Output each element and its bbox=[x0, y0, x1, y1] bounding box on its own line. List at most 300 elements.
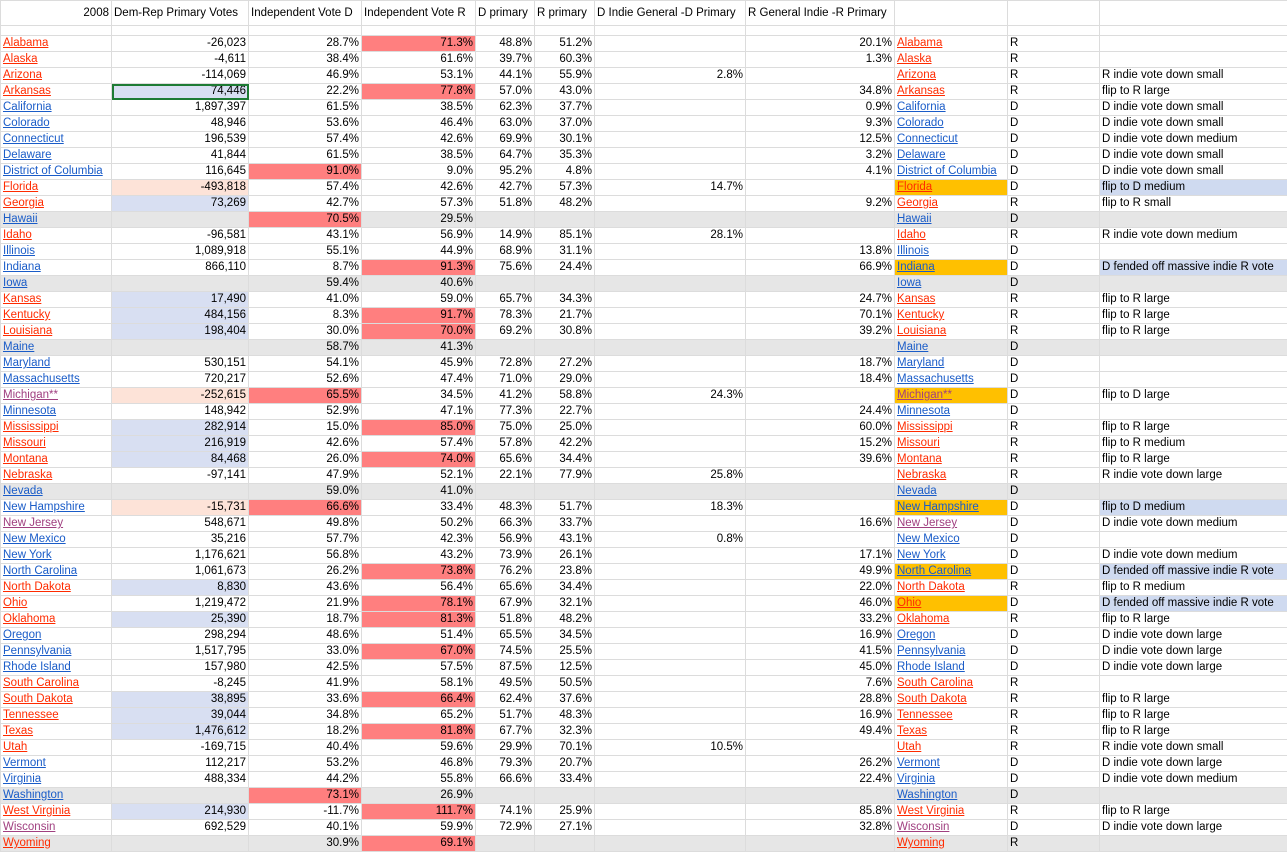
primary-vote-diff-cell[interactable]: 692,529 bbox=[112, 820, 249, 836]
state-name-link[interactable]: Tennessee bbox=[3, 709, 59, 721]
note-cell[interactable]: D indie vote down medium bbox=[1100, 516, 1287, 532]
note-cell[interactable]: flip to R large bbox=[1100, 708, 1287, 724]
state-name-link[interactable]: South Dakota bbox=[3, 693, 73, 705]
state-link[interactable] bbox=[1, 36, 112, 52]
r-primary-cell[interactable]: 60.3% bbox=[535, 52, 595, 68]
r-general-indie-cell[interactable]: 18.7% bbox=[746, 356, 895, 372]
lean-cell[interactable]: D bbox=[1008, 340, 1100, 356]
state-name-link[interactable]: Kansas bbox=[3, 293, 42, 305]
r-primary-cell[interactable]: 33.4% bbox=[535, 772, 595, 788]
d-primary-cell[interactable]: 73.9% bbox=[476, 548, 535, 564]
lean-cell[interactable]: D bbox=[1008, 820, 1100, 836]
indie-r-cell[interactable]: 58.1% bbox=[362, 676, 476, 692]
state-link[interactable] bbox=[1, 148, 112, 164]
indie-d-cell[interactable]: 70.5% bbox=[249, 212, 362, 228]
indie-r-cell[interactable]: 38.5% bbox=[362, 148, 476, 164]
state-link[interactable] bbox=[1, 388, 112, 404]
primary-vote-diff-cell[interactable] bbox=[112, 212, 249, 228]
d-primary-cell[interactable]: 39.7% bbox=[476, 52, 535, 68]
primary-vote-diff-cell[interactable]: -8,245 bbox=[112, 676, 249, 692]
state-link[interactable] bbox=[1, 548, 112, 564]
indie-r-cell[interactable]: 47.1% bbox=[362, 404, 476, 420]
lean-cell[interactable]: R bbox=[1008, 68, 1100, 84]
lean-cell[interactable]: D bbox=[1008, 532, 1100, 548]
state-link[interactable] bbox=[1, 452, 112, 468]
lean-cell[interactable]: D bbox=[1008, 116, 1100, 132]
state-name-link[interactable]: Wisconsin bbox=[3, 821, 56, 833]
r-primary-cell[interactable]: 35.3% bbox=[535, 148, 595, 164]
indie-d-cell[interactable]: 33.6% bbox=[249, 692, 362, 708]
d-primary-cell[interactable]: 65.5% bbox=[476, 628, 535, 644]
state-link-2[interactable] bbox=[895, 388, 1008, 404]
indie-r-cell[interactable]: 59.0% bbox=[362, 292, 476, 308]
note-cell[interactable]: D indie vote down small bbox=[1100, 116, 1287, 132]
r-general-indie-cell[interactable] bbox=[746, 180, 895, 196]
lean-cell[interactable]: R bbox=[1008, 804, 1100, 820]
d-indie-general-cell[interactable] bbox=[595, 644, 746, 660]
d-indie-general-cell[interactable] bbox=[595, 580, 746, 596]
indie-d-cell[interactable]: 57.7% bbox=[249, 532, 362, 548]
primary-vote-diff-cell[interactable]: 148,942 bbox=[112, 404, 249, 420]
indie-d-cell[interactable]: 66.6% bbox=[249, 500, 362, 516]
r-general-indie-cell[interactable] bbox=[746, 68, 895, 84]
cell[interactable] bbox=[362, 26, 476, 36]
state-name-link[interactable]: Montana bbox=[3, 453, 48, 465]
indie-d-cell[interactable]: 57.4% bbox=[249, 180, 362, 196]
note-cell[interactable]: R indie vote down small bbox=[1100, 68, 1287, 84]
state-name-link[interactable]: Arkansas bbox=[897, 85, 945, 97]
indie-r-cell[interactable]: 67.0% bbox=[362, 644, 476, 660]
state-link-2[interactable] bbox=[895, 820, 1008, 836]
d-indie-general-cell[interactable] bbox=[595, 628, 746, 644]
indie-d-cell[interactable]: 8.7% bbox=[249, 260, 362, 276]
d-indie-general-cell[interactable] bbox=[595, 596, 746, 612]
d-primary-cell[interactable]: 69.9% bbox=[476, 132, 535, 148]
r-primary-cell[interactable]: 37.6% bbox=[535, 692, 595, 708]
primary-vote-diff-cell[interactable]: 214,930 bbox=[112, 804, 249, 820]
indie-d-cell[interactable]: 30.9% bbox=[249, 836, 362, 852]
indie-d-cell[interactable]: 21.9% bbox=[249, 596, 362, 612]
note-cell[interactable] bbox=[1100, 788, 1287, 804]
primary-vote-diff-cell[interactable]: 1,061,673 bbox=[112, 564, 249, 580]
r-primary-cell[interactable] bbox=[535, 340, 595, 356]
d-indie-general-cell[interactable]: 14.7% bbox=[595, 180, 746, 196]
lean-cell[interactable]: R bbox=[1008, 84, 1100, 100]
primary-vote-diff-cell[interactable]: 48,946 bbox=[112, 116, 249, 132]
d-primary-cell[interactable]: 66.6% bbox=[476, 772, 535, 788]
lean-cell[interactable]: R bbox=[1008, 452, 1100, 468]
state-link-2[interactable] bbox=[895, 356, 1008, 372]
state-name-link[interactable]: Alaska bbox=[3, 53, 38, 65]
indie-r-cell[interactable]: 46.8% bbox=[362, 756, 476, 772]
indie-d-cell[interactable]: 42.6% bbox=[249, 436, 362, 452]
r-primary-cell[interactable]: 57.3% bbox=[535, 180, 595, 196]
state-link[interactable] bbox=[1, 468, 112, 484]
state-name-link[interactable]: Maine bbox=[3, 341, 35, 353]
state-name-link[interactable]: Georgia bbox=[897, 197, 938, 209]
indie-r-cell[interactable]: 77.8% bbox=[362, 84, 476, 100]
lean-cell[interactable]: R bbox=[1008, 580, 1100, 596]
indie-d-cell[interactable]: 61.5% bbox=[249, 100, 362, 116]
lean-cell[interactable]: D bbox=[1008, 788, 1100, 804]
state-name-link[interactable]: Nevada bbox=[897, 485, 937, 497]
d-indie-general-cell[interactable] bbox=[595, 292, 746, 308]
state-link-2[interactable] bbox=[895, 340, 1008, 356]
cell[interactable] bbox=[746, 26, 895, 36]
state-link[interactable] bbox=[1, 644, 112, 660]
lean-cell[interactable]: D bbox=[1008, 276, 1100, 292]
d-indie-general-cell[interactable] bbox=[595, 404, 746, 420]
lean-cell[interactable]: R bbox=[1008, 740, 1100, 756]
indie-d-cell[interactable]: 59.4% bbox=[249, 276, 362, 292]
state-name-link[interactable]: South Carolina bbox=[897, 677, 974, 689]
state-link[interactable] bbox=[1, 340, 112, 356]
note-cell[interactable]: D indie vote down medium bbox=[1100, 548, 1287, 564]
lean-cell[interactable]: D bbox=[1008, 644, 1100, 660]
primary-vote-diff-cell[interactable]: 720,217 bbox=[112, 372, 249, 388]
indie-r-cell[interactable]: 38.5% bbox=[362, 100, 476, 116]
state-name-link[interactable]: Kentucky bbox=[897, 309, 945, 321]
d-primary-cell[interactable] bbox=[476, 836, 535, 852]
indie-d-cell[interactable]: 22.2% bbox=[249, 84, 362, 100]
state-name-link[interactable]: Rhode Island bbox=[897, 661, 965, 673]
state-link-2[interactable] bbox=[895, 740, 1008, 756]
state-name-link[interactable]: Hawaii bbox=[897, 213, 932, 225]
r-primary-cell[interactable]: 33.7% bbox=[535, 516, 595, 532]
primary-vote-diff-cell[interactable]: 41,844 bbox=[112, 148, 249, 164]
d-indie-general-cell[interactable] bbox=[595, 148, 746, 164]
indie-r-cell[interactable]: 46.4% bbox=[362, 116, 476, 132]
note-cell[interactable] bbox=[1100, 676, 1287, 692]
state-name-link[interactable]: New Mexico bbox=[3, 533, 66, 545]
d-indie-general-cell[interactable] bbox=[595, 836, 746, 852]
d-indie-general-cell[interactable] bbox=[595, 212, 746, 228]
r-general-indie-cell[interactable] bbox=[746, 500, 895, 516]
note-cell[interactable]: flip to D medium bbox=[1100, 180, 1287, 196]
d-indie-general-cell[interactable] bbox=[595, 660, 746, 676]
d-primary-cell[interactable]: 66.3% bbox=[476, 516, 535, 532]
lean-cell[interactable]: D bbox=[1008, 596, 1100, 612]
d-indie-general-cell[interactable] bbox=[595, 132, 746, 148]
state-link[interactable] bbox=[1, 276, 112, 292]
d-indie-general-cell[interactable] bbox=[595, 420, 746, 436]
r-primary-cell[interactable]: 27.2% bbox=[535, 356, 595, 372]
d-primary-cell[interactable]: 76.2% bbox=[476, 564, 535, 580]
r-primary-cell[interactable]: 51.2% bbox=[535, 36, 595, 52]
state-name-link[interactable]: Utah bbox=[3, 741, 28, 753]
state-link-2[interactable] bbox=[895, 516, 1008, 532]
primary-vote-diff-cell[interactable]: 73,269 bbox=[112, 196, 249, 212]
note-cell[interactable] bbox=[1100, 340, 1287, 356]
d-primary-cell[interactable]: 51.7% bbox=[476, 708, 535, 724]
state-link-2[interactable] bbox=[895, 292, 1008, 308]
lean-cell[interactable]: R bbox=[1008, 724, 1100, 740]
state-name-link[interactable]: Tennessee bbox=[897, 709, 953, 721]
indie-d-cell[interactable]: 26.2% bbox=[249, 564, 362, 580]
d-indie-general-cell[interactable] bbox=[595, 724, 746, 740]
d-indie-general-cell[interactable] bbox=[595, 708, 746, 724]
indie-d-cell[interactable]: 54.1% bbox=[249, 356, 362, 372]
state-name-link[interactable]: California bbox=[3, 101, 52, 113]
r-primary-cell[interactable]: 43.0% bbox=[535, 84, 595, 100]
state-name-link[interactable]: Virginia bbox=[3, 773, 42, 785]
state-name-link[interactable]: Connecticut bbox=[897, 133, 958, 145]
state-link-2[interactable] bbox=[895, 100, 1008, 116]
state-link-2[interactable] bbox=[895, 756, 1008, 772]
r-general-indie-cell[interactable]: 49.4% bbox=[746, 724, 895, 740]
d-primary-cell[interactable]: 51.8% bbox=[476, 196, 535, 212]
r-primary-cell[interactable]: 37.7% bbox=[535, 100, 595, 116]
cell[interactable] bbox=[249, 26, 362, 36]
header-cell-r-primary[interactable]: R primary bbox=[535, 1, 595, 26]
state-name-link[interactable]: North Dakota bbox=[897, 581, 965, 593]
cell[interactable] bbox=[895, 26, 1008, 36]
indie-r-cell[interactable]: 81.3% bbox=[362, 612, 476, 628]
state-link[interactable] bbox=[1, 596, 112, 612]
note-cell[interactable]: flip to R medium bbox=[1100, 580, 1287, 596]
d-indie-general-cell[interactable] bbox=[595, 372, 746, 388]
indie-d-cell[interactable]: 42.5% bbox=[249, 660, 362, 676]
r-general-indie-cell[interactable]: 9.3% bbox=[746, 116, 895, 132]
indie-d-cell[interactable]: 73.1% bbox=[249, 788, 362, 804]
state-name-link[interactable]: New Hampshire bbox=[3, 501, 85, 513]
note-cell[interactable]: D indie vote down large bbox=[1100, 820, 1287, 836]
r-primary-cell[interactable] bbox=[535, 836, 595, 852]
r-primary-cell[interactable]: 43.1% bbox=[535, 532, 595, 548]
state-link-2[interactable] bbox=[895, 148, 1008, 164]
d-indie-general-cell[interactable] bbox=[595, 276, 746, 292]
d-indie-general-cell[interactable] bbox=[595, 116, 746, 132]
d-indie-general-cell[interactable] bbox=[595, 548, 746, 564]
indie-r-cell[interactable]: 50.2% bbox=[362, 516, 476, 532]
lean-cell[interactable]: D bbox=[1008, 100, 1100, 116]
d-indie-general-cell[interactable] bbox=[595, 788, 746, 804]
state-name-link[interactable]: Colorado bbox=[897, 117, 944, 129]
r-primary-cell[interactable]: 4.8% bbox=[535, 164, 595, 180]
state-link-2[interactable] bbox=[895, 596, 1008, 612]
d-indie-general-cell[interactable] bbox=[595, 676, 746, 692]
note-cell[interactable]: D indie vote down small bbox=[1100, 148, 1287, 164]
state-name-link[interactable]: Montana bbox=[897, 453, 942, 465]
r-primary-cell[interactable]: 30.1% bbox=[535, 132, 595, 148]
indie-r-cell[interactable]: 9.0% bbox=[362, 164, 476, 180]
r-primary-cell[interactable]: 34.5% bbox=[535, 628, 595, 644]
primary-vote-diff-cell[interactable]: -169,715 bbox=[112, 740, 249, 756]
primary-vote-diff-cell[interactable]: 74,446 bbox=[112, 84, 249, 100]
note-cell[interactable]: flip to R medium bbox=[1100, 436, 1287, 452]
state-link[interactable] bbox=[1, 212, 112, 228]
state-name-link[interactable]: Ohio bbox=[3, 597, 28, 609]
r-primary-cell[interactable]: 29.0% bbox=[535, 372, 595, 388]
state-link-2[interactable] bbox=[895, 404, 1008, 420]
state-link[interactable] bbox=[1, 660, 112, 676]
state-name-link[interactable]: South Dakota bbox=[897, 693, 967, 705]
primary-vote-diff-cell[interactable]: -97,141 bbox=[112, 468, 249, 484]
state-name-link[interactable]: Wyoming bbox=[3, 837, 51, 849]
d-primary-cell[interactable]: 57.0% bbox=[476, 84, 535, 100]
state-name-link[interactable]: New Hampshire bbox=[897, 501, 979, 513]
r-general-indie-cell[interactable]: 24.7% bbox=[746, 292, 895, 308]
primary-vote-diff-cell[interactable]: 25,390 bbox=[112, 612, 249, 628]
r-general-indie-cell[interactable]: 28.8% bbox=[746, 692, 895, 708]
r-general-indie-cell[interactable]: 26.2% bbox=[746, 756, 895, 772]
r-general-indie-cell[interactable] bbox=[746, 836, 895, 852]
lean-cell[interactable]: D bbox=[1008, 372, 1100, 388]
indie-d-cell[interactable]: 61.5% bbox=[249, 148, 362, 164]
indie-r-cell[interactable]: 42.3% bbox=[362, 532, 476, 548]
r-general-indie-cell[interactable] bbox=[746, 788, 895, 804]
state-link-2[interactable] bbox=[895, 628, 1008, 644]
state-link-2[interactable] bbox=[895, 836, 1008, 852]
indie-d-cell[interactable]: -11.7% bbox=[249, 804, 362, 820]
state-link[interactable] bbox=[1, 260, 112, 276]
r-general-indie-cell[interactable]: 15.2% bbox=[746, 436, 895, 452]
lean-cell[interactable]: R bbox=[1008, 52, 1100, 68]
d-indie-general-cell[interactable] bbox=[595, 308, 746, 324]
state-name-link[interactable]: New York bbox=[3, 549, 52, 561]
d-primary-cell[interactable]: 64.7% bbox=[476, 148, 535, 164]
primary-vote-diff-cell[interactable]: 196,539 bbox=[112, 132, 249, 148]
state-link-2[interactable] bbox=[895, 644, 1008, 660]
state-name-link[interactable]: California bbox=[897, 101, 946, 113]
indie-d-cell[interactable]: 40.1% bbox=[249, 820, 362, 836]
state-link-2[interactable] bbox=[895, 260, 1008, 276]
r-primary-cell[interactable]: 34.3% bbox=[535, 292, 595, 308]
indie-r-cell[interactable]: 56.4% bbox=[362, 580, 476, 596]
primary-vote-diff-cell[interactable]: 8,830 bbox=[112, 580, 249, 596]
indie-d-cell[interactable]: 52.9% bbox=[249, 404, 362, 420]
state-link[interactable] bbox=[1, 292, 112, 308]
r-general-indie-cell[interactable]: 22.4% bbox=[746, 772, 895, 788]
note-cell[interactable]: D indie vote down medium bbox=[1100, 132, 1287, 148]
indie-r-cell[interactable]: 91.3% bbox=[362, 260, 476, 276]
indie-r-cell[interactable]: 73.8% bbox=[362, 564, 476, 580]
r-general-indie-cell[interactable]: 4.1% bbox=[746, 164, 895, 180]
note-cell[interactable]: flip to R large bbox=[1100, 452, 1287, 468]
primary-vote-diff-cell[interactable] bbox=[112, 340, 249, 356]
state-name-link[interactable]: Delaware bbox=[897, 149, 946, 161]
state-name-link[interactable]: Missouri bbox=[897, 437, 940, 449]
lean-cell[interactable]: R bbox=[1008, 836, 1100, 852]
r-primary-cell[interactable] bbox=[535, 484, 595, 500]
indie-d-cell[interactable]: 58.7% bbox=[249, 340, 362, 356]
state-link-2[interactable] bbox=[895, 532, 1008, 548]
d-indie-general-cell[interactable]: 2.8% bbox=[595, 68, 746, 84]
indie-r-cell[interactable]: 111.7% bbox=[362, 804, 476, 820]
state-name-link[interactable]: Florida bbox=[897, 181, 933, 193]
indie-d-cell[interactable]: 15.0% bbox=[249, 420, 362, 436]
r-general-indie-cell[interactable]: 39.6% bbox=[746, 452, 895, 468]
primary-vote-diff-cell[interactable]: 530,151 bbox=[112, 356, 249, 372]
indie-r-cell[interactable]: 47.4% bbox=[362, 372, 476, 388]
note-cell[interactable]: D indie vote down large bbox=[1100, 660, 1287, 676]
state-link-2[interactable] bbox=[895, 564, 1008, 580]
d-primary-cell[interactable]: 44.1% bbox=[476, 68, 535, 84]
state-link-2[interactable] bbox=[895, 676, 1008, 692]
d-indie-general-cell[interactable] bbox=[595, 36, 746, 52]
state-link-2[interactable] bbox=[895, 660, 1008, 676]
state-name-link[interactable]: Virginia bbox=[897, 773, 936, 785]
d-primary-cell[interactable]: 49.5% bbox=[476, 676, 535, 692]
d-indie-general-cell[interactable] bbox=[595, 820, 746, 836]
note-cell[interactable]: D indie vote down large bbox=[1100, 756, 1287, 772]
lean-cell[interactable]: D bbox=[1008, 628, 1100, 644]
d-indie-general-cell[interactable] bbox=[595, 324, 746, 340]
state-name-link[interactable]: Mississippi bbox=[897, 421, 953, 433]
d-indie-general-cell[interactable]: 0.8% bbox=[595, 532, 746, 548]
state-name-link[interactable]: Connecticut bbox=[3, 133, 64, 145]
state-link[interactable] bbox=[1, 676, 112, 692]
indie-d-cell[interactable]: 65.5% bbox=[249, 388, 362, 404]
state-name-link[interactable]: Vermont bbox=[3, 757, 46, 769]
r-primary-cell[interactable]: 42.2% bbox=[535, 436, 595, 452]
r-primary-cell[interactable]: 58.8% bbox=[535, 388, 595, 404]
primary-vote-diff-cell[interactable]: 1,517,795 bbox=[112, 644, 249, 660]
indie-r-cell[interactable]: 78.1% bbox=[362, 596, 476, 612]
indie-d-cell[interactable]: 48.6% bbox=[249, 628, 362, 644]
note-cell[interactable]: flip to R large bbox=[1100, 324, 1287, 340]
r-general-indie-cell[interactable]: 16.6% bbox=[746, 516, 895, 532]
header-cell-empty-3[interactable] bbox=[1100, 1, 1287, 26]
r-general-indie-cell[interactable] bbox=[746, 228, 895, 244]
r-general-indie-cell[interactable] bbox=[746, 212, 895, 228]
cell[interactable] bbox=[1, 26, 112, 36]
indie-r-cell[interactable]: 59.9% bbox=[362, 820, 476, 836]
state-link[interactable] bbox=[1, 564, 112, 580]
primary-vote-diff-cell[interactable] bbox=[112, 276, 249, 292]
lean-cell[interactable]: D bbox=[1008, 660, 1100, 676]
state-link-2[interactable] bbox=[895, 52, 1008, 68]
d-primary-cell[interactable]: 78.3% bbox=[476, 308, 535, 324]
r-general-indie-cell[interactable]: 24.4% bbox=[746, 404, 895, 420]
lean-cell[interactable]: R bbox=[1008, 692, 1100, 708]
primary-vote-diff-cell[interactable]: 198,404 bbox=[112, 324, 249, 340]
indie-r-cell[interactable]: 57.5% bbox=[362, 660, 476, 676]
state-name-link[interactable]: Idaho bbox=[3, 229, 32, 241]
header-cell-primary-votes[interactable]: Dem-Rep Primary Votes bbox=[112, 1, 249, 26]
primary-vote-diff-cell[interactable] bbox=[112, 788, 249, 804]
state-link-2[interactable] bbox=[895, 788, 1008, 804]
d-indie-general-cell[interactable] bbox=[595, 692, 746, 708]
d-primary-cell[interactable]: 62.4% bbox=[476, 692, 535, 708]
d-indie-general-cell[interactable] bbox=[595, 564, 746, 580]
state-link-2[interactable] bbox=[895, 804, 1008, 820]
state-name-link[interactable]: Oklahoma bbox=[3, 613, 56, 625]
state-name-link[interactable]: District of Columbia bbox=[3, 165, 103, 177]
lean-cell[interactable]: D bbox=[1008, 132, 1100, 148]
note-cell[interactable]: D indie vote down small bbox=[1100, 100, 1287, 116]
indie-d-cell[interactable]: 52.6% bbox=[249, 372, 362, 388]
state-link[interactable] bbox=[1, 308, 112, 324]
lean-cell[interactable]: R bbox=[1008, 420, 1100, 436]
d-primary-cell[interactable] bbox=[476, 212, 535, 228]
state-name-link[interactable]: Oregon bbox=[3, 629, 42, 641]
indie-r-cell[interactable]: 74.0% bbox=[362, 452, 476, 468]
primary-vote-diff-cell[interactable]: 1,476,612 bbox=[112, 724, 249, 740]
d-primary-cell[interactable]: 67.9% bbox=[476, 596, 535, 612]
r-general-indie-cell[interactable]: 46.0% bbox=[746, 596, 895, 612]
d-indie-general-cell[interactable] bbox=[595, 356, 746, 372]
state-name-link[interactable]: Rhode Island bbox=[3, 661, 71, 673]
state-link[interactable] bbox=[1, 228, 112, 244]
note-cell[interactable]: D fended off massive indie R vote bbox=[1100, 260, 1287, 276]
state-link[interactable] bbox=[1, 164, 112, 180]
indie-d-cell[interactable]: 46.9% bbox=[249, 68, 362, 84]
primary-vote-diff-cell[interactable]: 35,216 bbox=[112, 532, 249, 548]
indie-r-cell[interactable]: 55.8% bbox=[362, 772, 476, 788]
r-primary-cell[interactable] bbox=[535, 788, 595, 804]
indie-r-cell[interactable]: 42.6% bbox=[362, 180, 476, 196]
